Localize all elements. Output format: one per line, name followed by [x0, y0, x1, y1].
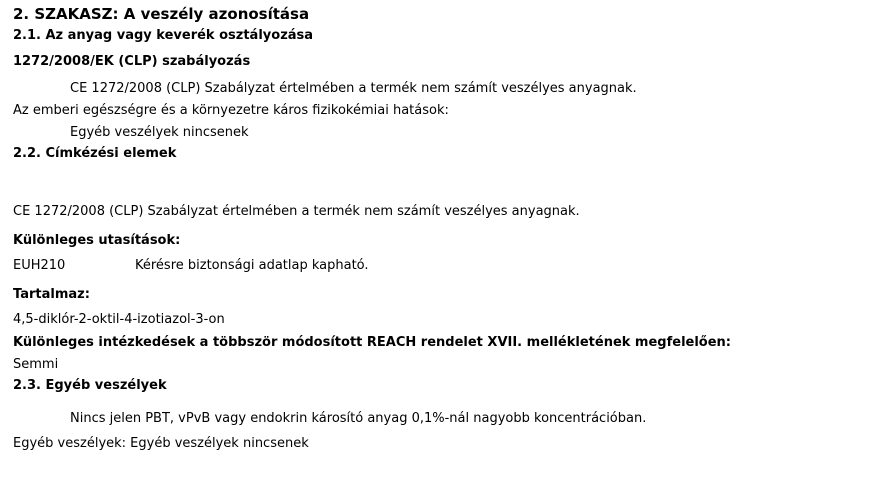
reach-measures-value: Semmi [13, 357, 59, 372]
clp-regulation-heading: 1272/2008/EK (CLP) szabályozás [13, 54, 251, 69]
subsection-2-3-heading: 2.3. Egyéb veszélyek [13, 378, 167, 393]
clp-statement-2: CE 1272/2008 (CLP) Szabályzat értelmében a termék nem számít veszélyes anyagnak. [13, 204, 580, 219]
subsection-2-2-heading: 2.2. Címkézési elemek [13, 146, 177, 161]
other-hazards-summary: Egyéb veszélyek: Egyéb veszélyek nincsenek [13, 436, 309, 451]
other-hazards-none: Egyéb veszélyek nincsenek [70, 125, 249, 140]
contains-label: Tartalmaz: [13, 287, 90, 302]
euh-text: Kérésre biztonsági adatlap kapható. [135, 258, 369, 273]
clp-statement-1: CE 1272/2008 (CLP) Szabályzat értelmében a termék nem számít veszélyes anyagnak. [70, 81, 637, 96]
physico-chemical-effects-label: Az emberi egészségre és a környezetre káros fizikokémiai hatások: [13, 103, 449, 118]
euh-row [13, 257, 885, 274]
euh-code: EUH210 [13, 258, 66, 273]
pbt-statement: Nincs jelen PBT, vPvB vagy endokrin károsító anyag 0,1%-nál nagyobb koncentrációban. [70, 411, 647, 426]
special-instructions-label: Különleges utasítások: [13, 233, 181, 248]
reach-measures-label: Különleges intézkedések a többször módosított REACH rendelet XVII. mellékletének megfelelően: [13, 335, 732, 350]
subsection-2-1-heading: 2.1. Az anyag vagy keverék osztályozása [13, 28, 314, 43]
substance-name: 4,5-diklór-2-oktil-4-izotiazol-3-on [13, 312, 225, 327]
section-2-heading: 2. SZAKASZ: A veszély azonosítása [13, 5, 310, 23]
